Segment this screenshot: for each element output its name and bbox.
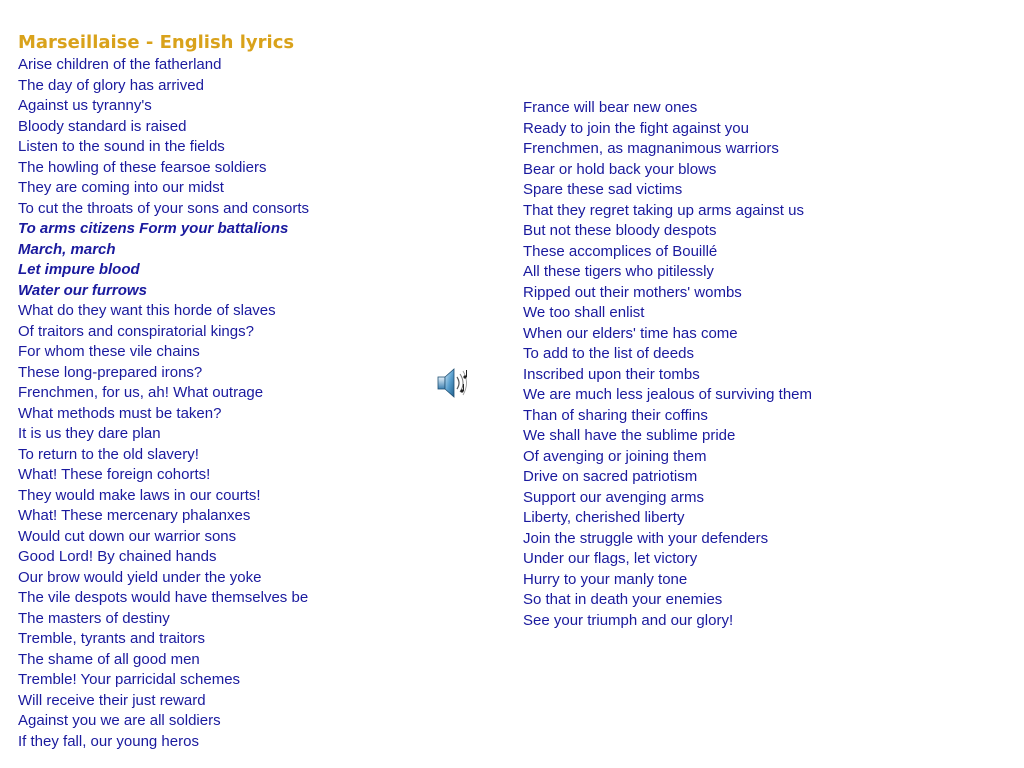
lyric-line: They would make laws in our courts! xyxy=(18,486,261,504)
lyrics-left-column xyxy=(18,31,438,752)
lyric-line: We shall have the sublime pride xyxy=(523,427,736,444)
right-lyrics-list xyxy=(523,98,943,631)
page-title: Marseillaise - English lyrics xyxy=(18,32,295,53)
lyric-line: See your triumph and our glory! xyxy=(523,611,734,629)
lyric-line: The vile despots would have themselves be xyxy=(18,589,309,606)
lyric-line: Ripped out their mothers' wombs xyxy=(523,283,742,301)
speaker-icon[interactable] xyxy=(434,364,472,402)
lyric-line: If they fall, our young heros xyxy=(18,732,199,750)
lyric-line: Bear or hold back your blows xyxy=(523,160,717,178)
lyric-line: When our elders' time has come xyxy=(523,324,738,342)
lyric-line: France will bear new ones xyxy=(523,99,698,116)
lyric-line: We too shall enlist xyxy=(523,304,645,321)
lyric-line: These accomplices of Bouillé xyxy=(523,242,718,260)
lyric-line: Good Lord! By chained hands xyxy=(18,548,217,565)
lyric-line: They are coming into our midst xyxy=(18,179,224,196)
lyric-line: That they regret taking up arms against us xyxy=(523,201,804,219)
lyric-line: Would cut down our warrior sons xyxy=(18,527,237,545)
lyric-line: Liberty, cherished liberty xyxy=(523,509,685,526)
lyric-line: The howling of these fearsoe soldiers xyxy=(18,158,267,176)
lyric-line: Against us tyranny's xyxy=(18,97,152,114)
lyric-line: March, march xyxy=(18,240,116,258)
lyric-line: The day of glory has arrived xyxy=(18,76,204,94)
lyric-line: Listen to the sound in the fields xyxy=(18,138,225,155)
lyric-line: Let impure blood xyxy=(18,261,140,278)
lyric-line: Inscribed upon their tombs xyxy=(523,365,700,383)
lyric-line: Spare these sad victims xyxy=(523,181,683,198)
lyric-line: Water our furrows xyxy=(18,281,147,299)
lyric-line: Of avenging or joining them xyxy=(523,447,707,465)
left-lyrics-list xyxy=(18,55,438,752)
lyric-line: Arise children of the fatherland xyxy=(18,56,222,73)
lyric-line: What! These foreign cohorts! xyxy=(18,466,211,483)
lyric-line: Drive on sacred patriotism xyxy=(523,468,698,485)
lyric-line: All these tigers who pitilessly xyxy=(523,263,714,280)
lyric-line: Under our flags, let victory xyxy=(523,550,698,567)
lyric-line: To arms citizens Form your battalions xyxy=(18,220,289,237)
lyric-line: Tremble, tyrants and traitors xyxy=(18,630,206,647)
lyric-line: Our brow would yield under the yoke xyxy=(18,568,262,586)
lyric-line: To cut the throats of your sons and consorts xyxy=(18,199,309,217)
lyric-line: Support our avenging arms xyxy=(523,488,704,506)
lyric-line: To add to the list of deeds xyxy=(523,345,694,362)
lyric-line: Hurry to your manly tone xyxy=(523,570,688,588)
lyric-line: What methods must be taken? xyxy=(18,404,222,422)
lyric-line: Than of sharing their coffins xyxy=(523,406,708,424)
lyric-line: Ready to join the fight against you xyxy=(523,119,749,137)
lyric-line: To return to the old slavery! xyxy=(18,445,199,463)
lyric-line: Will receive their just reward xyxy=(18,691,206,709)
lyric-line: For whom these vile chains xyxy=(18,343,200,360)
lyric-line: Frenchmen, as magnanimous warriors xyxy=(523,140,779,157)
lyric-line: The shame of all good men xyxy=(18,650,200,668)
lyric-line: Bloody standard is raised xyxy=(18,117,187,135)
lyric-line: Join the struggle with your defenders xyxy=(523,529,769,547)
lyric-line: It is us they dare plan xyxy=(18,425,161,442)
lyric-line: Frenchmen, for us, ah! What outrage xyxy=(18,384,264,401)
lyric-line: The masters of destiny xyxy=(18,609,170,627)
lyric-line: Of traitors and conspiratorial kings? xyxy=(18,322,254,340)
speaker-icon-graphic xyxy=(434,364,472,402)
lyric-line: Tremble! Your parricidal schemes xyxy=(18,671,241,688)
lyrics-right-column xyxy=(523,98,943,631)
lyric-line: So that in death your enemies xyxy=(523,591,723,608)
lyric-line: We are much less jealous of surviving them xyxy=(523,386,813,403)
lyric-line: What! These mercenary phalanxes xyxy=(18,507,251,524)
lyric-line: But not these bloody despots xyxy=(523,222,717,239)
lyric-line: These long-prepared irons? xyxy=(18,363,203,381)
lyric-line: What do they want this horde of slaves xyxy=(18,302,276,319)
lyric-line: Against you we are all soldiers xyxy=(18,712,221,729)
